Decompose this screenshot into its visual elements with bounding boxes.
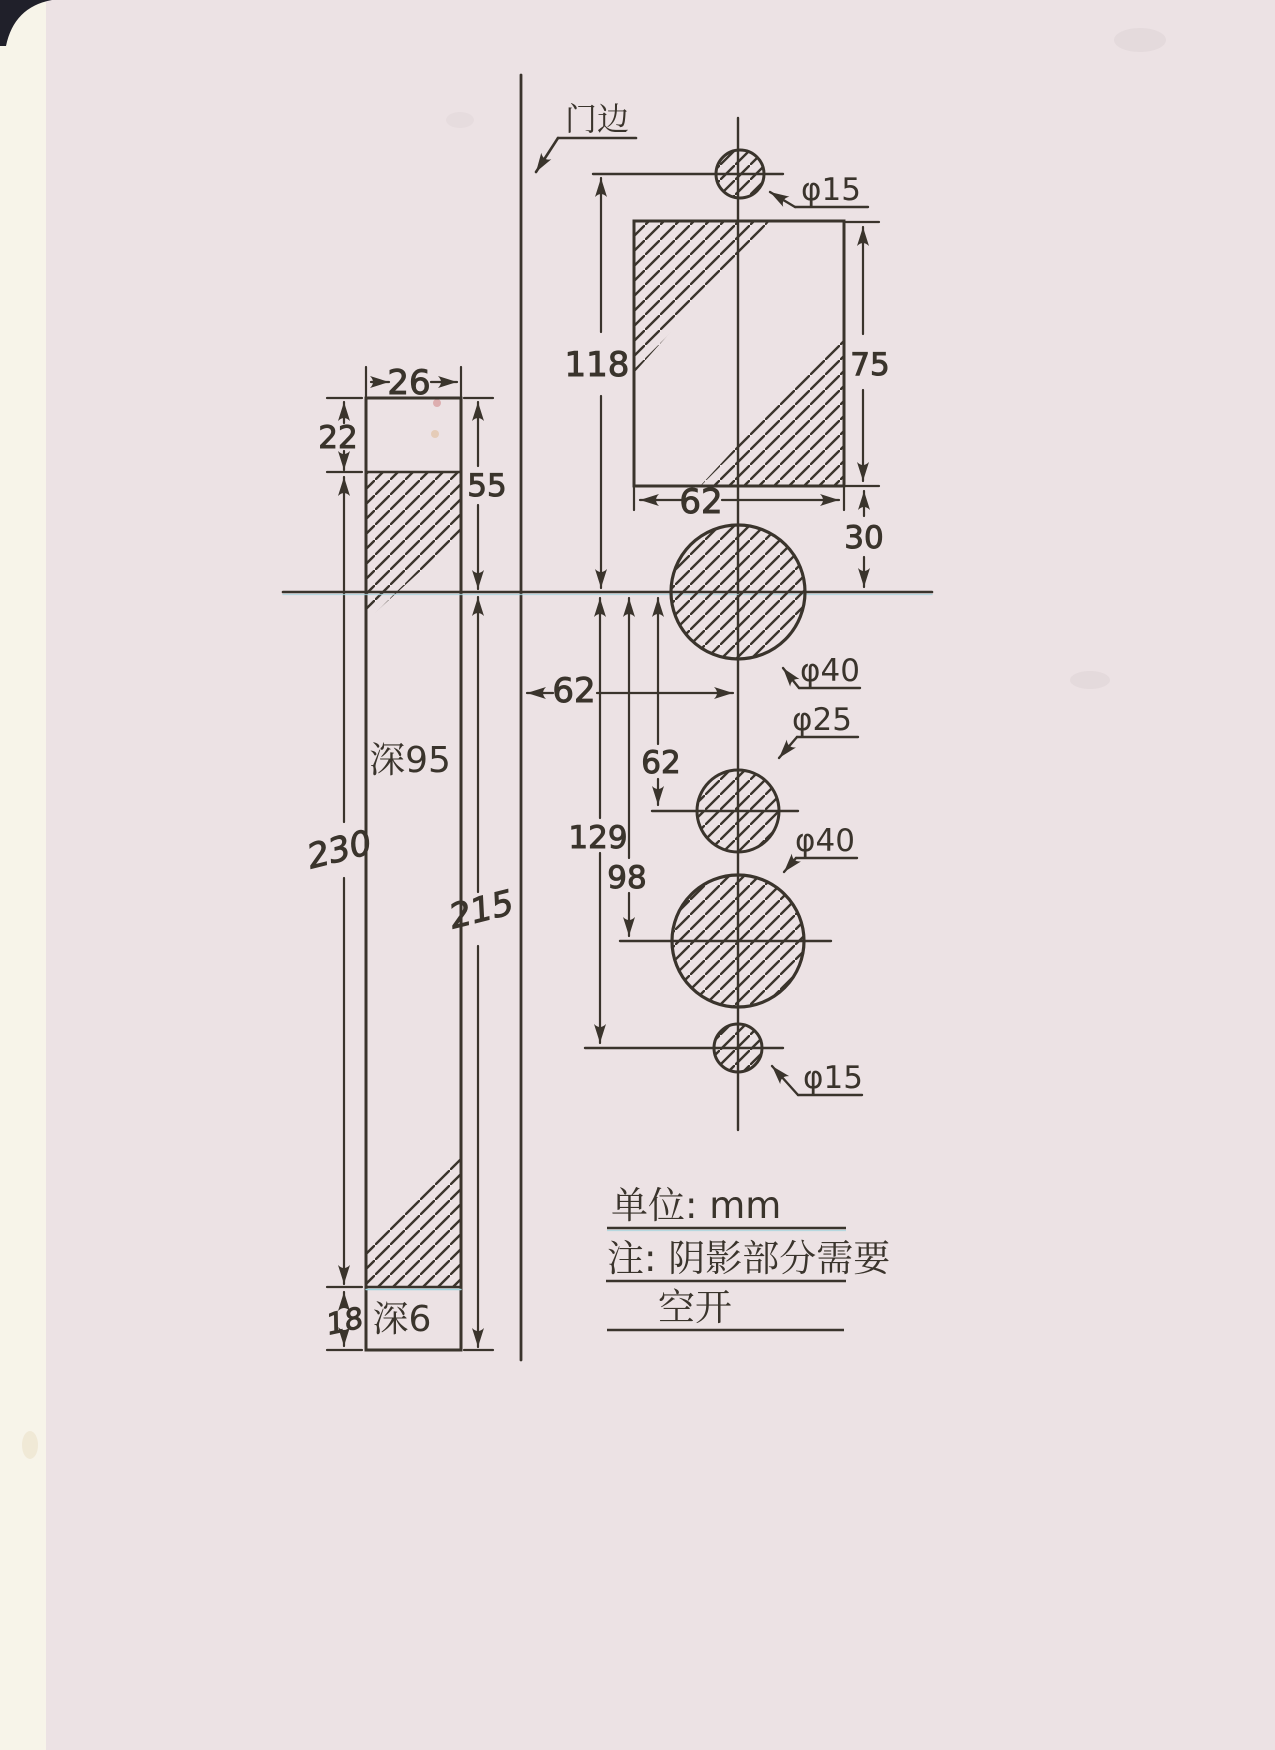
door-edge-label: 门边 [564,100,630,138]
dim-62-plate-label: 62 [679,482,723,522]
phi40-lower-label: φ40 [795,823,855,859]
shading-note-line2: 空开 [658,1286,732,1329]
shading-note-line1: 注: 阴影部分需要 [607,1237,891,1280]
unit-note: 单位: mm [611,1184,782,1227]
depth-95-label: 深95 [369,740,451,781]
phi15-top-label: φ15 [801,172,861,208]
dim-30-label: 30 [844,520,884,556]
dim-26-label: 26 [387,363,431,403]
dim-55-label: 55 [467,468,507,504]
dim-62-vert-label: 62 [641,745,681,781]
dim-98-label: 98 [607,860,647,896]
dim-215-label: 215 [445,882,518,938]
phi15-bottom-label: φ15 [803,1060,863,1096]
phi25-label: φ25 [792,702,852,738]
dim-118-label: 118 [564,345,630,385]
phi40-main-label: φ40 [800,653,860,689]
dim-22-label: 22 [318,420,358,456]
dim-230-label: 230 [303,822,376,878]
hole-phi40-main [671,525,805,659]
dim-75-label: 75 [850,347,890,383]
dim-62-edge-label: 62 [552,671,596,711]
page-margin-strip [0,0,46,1750]
dim-129-label: 129 [568,820,628,856]
depth-6-label: 深6 [372,1299,432,1340]
dim-18-label: 18 [323,1300,367,1342]
